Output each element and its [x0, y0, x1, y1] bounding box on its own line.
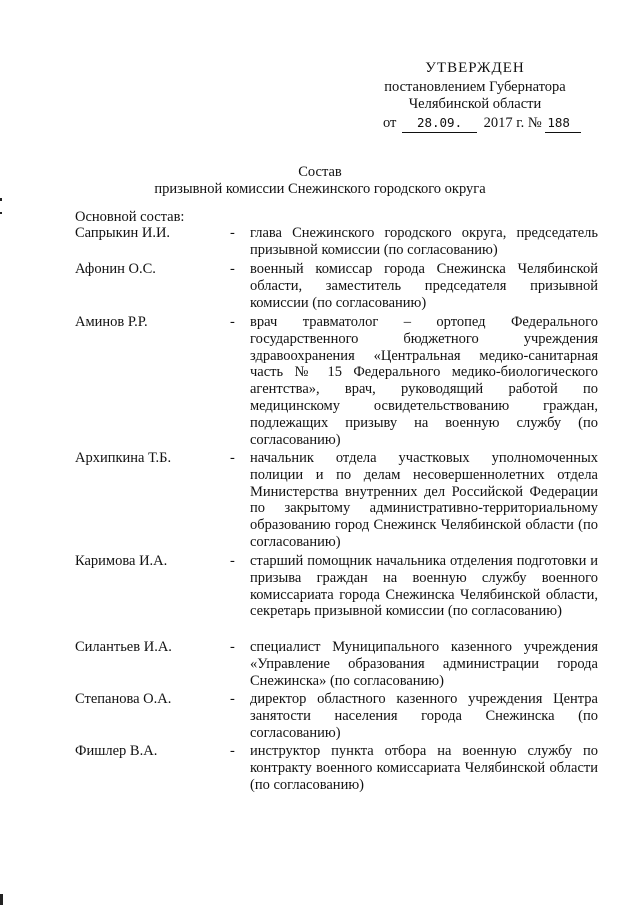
- approval-title: УТВЕРЖДЕН: [425, 60, 525, 76]
- member-name: Каримова И.А.: [75, 553, 168, 569]
- member-dash: -: [230, 450, 235, 466]
- approval-region-line: Челябинской области: [408, 96, 542, 112]
- section-label: Основной состав:: [75, 209, 185, 225]
- member-description: глава Снежинского городского округа, председатель призывной комиссии (по согласованию): [250, 225, 598, 258]
- member-dash: -: [230, 225, 235, 241]
- member-dash: -: [230, 639, 235, 655]
- year-and-number-label: 2017 г. №: [483, 115, 542, 131]
- member-description: врач травматолог – ортопед Федерального государственного бюджетного учреждения здравоохранения «Центральная медико-санитарная часть № 15 Федерального медико-биологического агентства», врач, руководящий работой по медицинскому освидетельствованию граждан, подлежащих призыву на военную службу (по согласованию): [250, 314, 598, 448]
- handwritten-decree-number: 188: [545, 114, 581, 133]
- member-description: старший помощник начальника отделения подготовки и призыва граждан на военную службу военного комиссариата города Снежинска Челябинской области, секретарь призывной комиссии (по согласованию): [250, 553, 598, 620]
- member-description: специалист Муниципального казенного учреждения «Управление образования администрации города Снежинска» (по согласованию): [250, 639, 598, 689]
- member-name: Аминов Р.Р.: [75, 314, 148, 330]
- handwritten-date: 28.09.: [402, 114, 477, 133]
- member-dash: -: [230, 261, 235, 277]
- member-description: военный комиссар города Снежинска Челябинской области, заместитель председателя призывной комиссии (по согласованию): [250, 261, 598, 311]
- member-name: Сапрыкин И.И.: [75, 225, 171, 241]
- member-name: Архипкина Т.Б.: [75, 450, 172, 466]
- member-dash: -: [230, 743, 235, 759]
- member-name: Фишлер В.А.: [75, 743, 158, 759]
- member-description: инструктор пункта отбора на военную службу по контракту военного комиссариата Челябинской области (по согласованию): [250, 743, 598, 793]
- approval-decree-line: постановлением Губернатора: [384, 79, 566, 95]
- document-heading: Состав: [298, 164, 342, 180]
- member-name: Афонин О.С.: [75, 261, 156, 277]
- approval-date-line: [383, 114, 581, 133]
- member-dash: -: [230, 314, 235, 330]
- member-dash: -: [230, 691, 235, 707]
- scan-artifact: [0, 212, 2, 214]
- member-name: Силантьев И.А.: [75, 639, 172, 655]
- member-dash: -: [230, 553, 235, 569]
- document-subheading: призывной комиссии Снежинского городского округа: [154, 181, 486, 197]
- member-name: Степанова О.А.: [75, 691, 172, 707]
- member-description: начальник отдела участковых уполномоченных полиции и по делам несовершеннолетних отдела Министерства внутренних дел Российской Федерации по закрытому административно-территориальному образованию город Снежинск Челябинской области (по согласованию): [250, 450, 598, 550]
- scan-artifact: [0, 198, 2, 201]
- scan-artifact: [0, 894, 3, 905]
- date-prefix: от: [383, 115, 397, 131]
- member-description: директор областного казенного учреждения Центра занятости населения города Снежинска (по согласованию): [250, 691, 598, 741]
